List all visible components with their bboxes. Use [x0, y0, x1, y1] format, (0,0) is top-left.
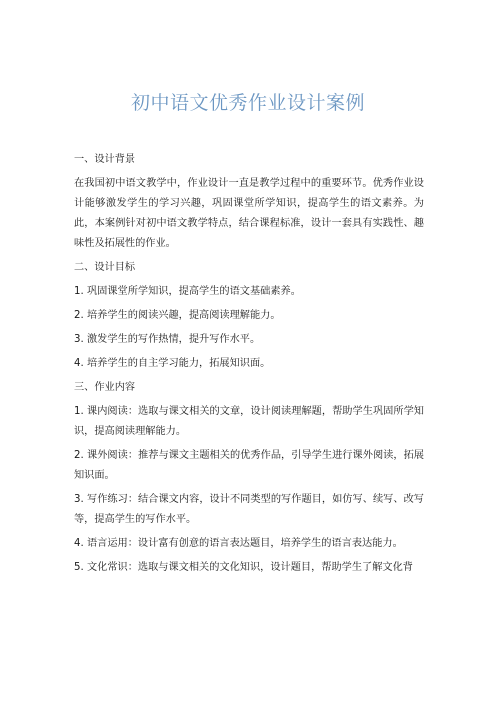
goal-item-2: 2. 培养学生的阅读兴趣，提高阅读理解能力。: [74, 310, 281, 321]
content-item-2: 2. 课外阅读：推荐与课文主题相关的优秀作品，引导学生进行课外阅读，拓展知识面。: [74, 450, 424, 481]
section-heading-goals: 二、设计目标: [74, 262, 136, 273]
section-paragraph-background: 在我国初中语文教学中，作业设计一直是教学过程中的重要环节。优秀作业设计能够激发学生的学习兴趣，巩固课堂所学知识，提高学生的语文素养。为此，本案例针对初中语文教学特点，结合课程标准，设计一套具有实践性、趣味性及拓展性的作业。: [74, 178, 424, 249]
section-heading-content: 三、作业内容: [74, 382, 136, 393]
content-item-4: 4. 语言运用：设计富有创意的语言表达题目，培养学生的语言表达能力。: [74, 538, 403, 549]
content-item-5: 5. 文化常识：选取与课文相关的文化知识，设计题目，帮助学生了解文化背: [74, 562, 413, 573]
section-heading-background: 一、设计背景: [74, 154, 136, 165]
document-title: 初中语文优秀作业设计案例: [130, 92, 365, 114]
goal-item-4: 4. 培养学生的自主学习能力，拓展知识面。: [74, 358, 271, 369]
document-body: [74, 150, 424, 582]
content-item-3: 3. 写作练习：结合课文内容，设计不同类型的写作题目，如仿写、续写、改写等，提高学生的写作水平。: [74, 494, 424, 525]
goal-item-1: 1. 巩固课堂所学知识，提高学生的语文基础素养。: [74, 286, 301, 297]
content-item-1: 1. 课内阅读：选取与课文相关的文章，设计阅读理解题，帮助学生巩固所学知识，提高阅读理解能力。: [74, 406, 424, 437]
goal-item-3: 3. 激发学生的写作热情，提升写作水平。: [74, 334, 261, 345]
